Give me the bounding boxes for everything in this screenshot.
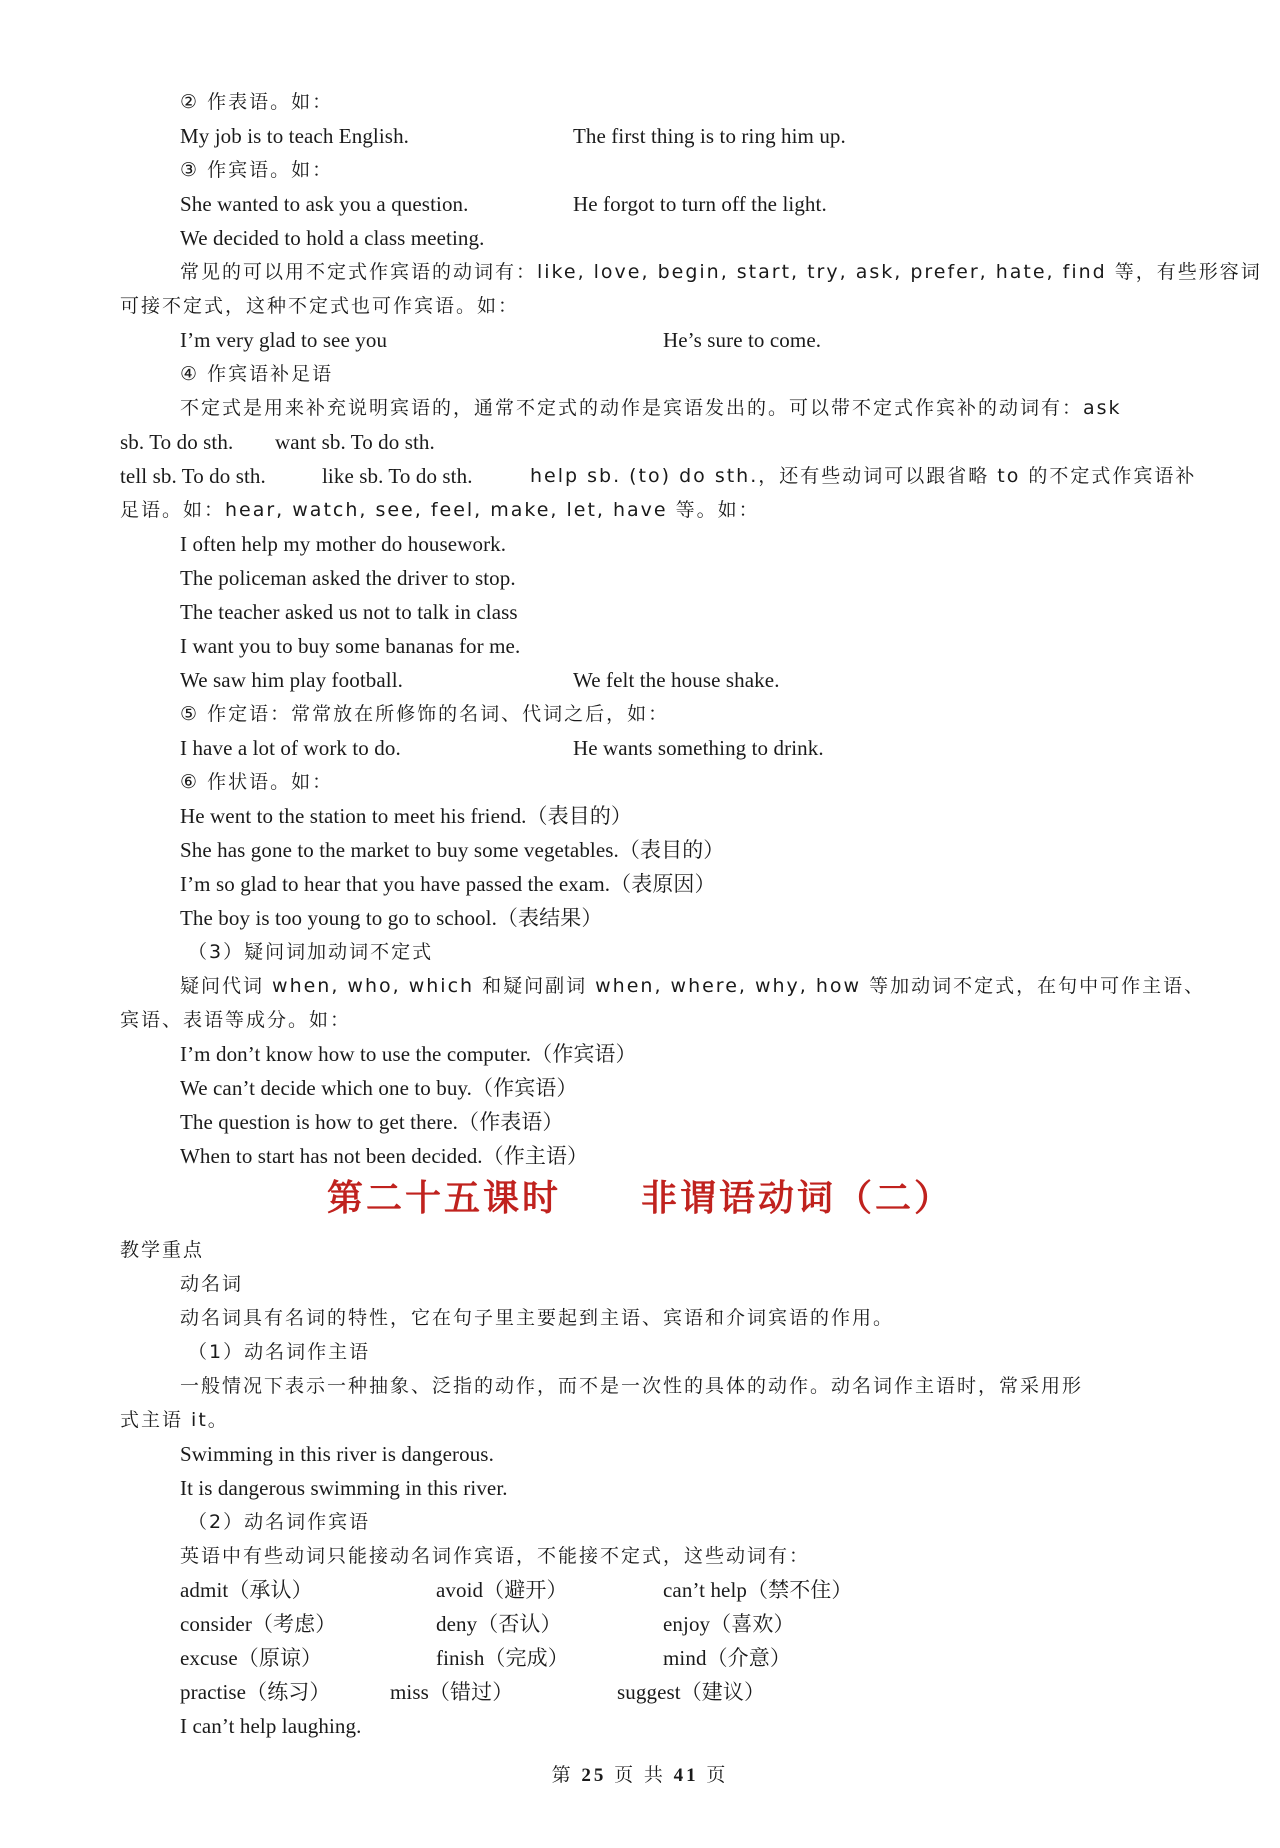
verb-item: can’t help（禁不住） bbox=[663, 1578, 853, 1602]
explanation-text: 常见的可以用不定式作宾语的动词有：like, love, begin, start, try, ask, prefer, hate, find 等，有些形容词 bbox=[180, 261, 1262, 283]
example-sentence: My job is to teach English. bbox=[180, 124, 410, 148]
verb-pattern: like sb. To do sth. bbox=[322, 464, 473, 488]
example-sentence: The teacher asked us not to talk in class bbox=[180, 600, 518, 624]
verb-item: admit（承认） bbox=[180, 1578, 313, 1602]
heading-predicative: ② 作表语。如： bbox=[180, 91, 334, 113]
verb-pattern: help sb. (to) do sth.，还有些动词可以跟省略 to 的不定式作宾语补 bbox=[530, 465, 1197, 487]
verb-pattern: want sb. To do sth. bbox=[275, 430, 435, 454]
verb-item: practise（练习） bbox=[180, 1680, 331, 1704]
page-total: 41 bbox=[673, 1765, 699, 1786]
example-sentence: The boy is too young to go to school.（表结果） bbox=[180, 906, 603, 930]
section-label: 教学重点 bbox=[120, 1239, 205, 1261]
example-sentence: We saw him play football. bbox=[180, 668, 404, 692]
lesson-topic: 非谓语动词（二） bbox=[641, 1177, 954, 1219]
heading-object: ③ 作宾语。如： bbox=[180, 159, 334, 181]
example-sentence: I’m so glad to hear that you have passed the exam.（表原因） bbox=[180, 872, 716, 896]
explanation-text: 式主语 it。 bbox=[120, 1409, 229, 1431]
lesson-number: 第二十五课时 bbox=[326, 1177, 561, 1219]
verb-item: consider（考虑） bbox=[180, 1612, 337, 1636]
verb-item: miss（错过） bbox=[390, 1680, 514, 1704]
example-sentence: I have a lot of work to do. bbox=[180, 736, 401, 760]
heading-wh-infinitive: （3）疑问词加动词不定式 bbox=[188, 941, 434, 963]
example-sentence: We can’t decide which one to buy.（作宾语） bbox=[180, 1076, 578, 1100]
example-sentence: She wanted to ask you a question. bbox=[180, 192, 469, 216]
verb-item: enjoy（喜欢） bbox=[663, 1612, 795, 1636]
example-sentence: We decided to hold a class meeting. bbox=[180, 226, 485, 250]
explanation-text: 宾语、表语等成分。如： bbox=[120, 1009, 352, 1031]
example-sentence: He went to the station to meet his friend.（表目的） bbox=[180, 804, 633, 828]
example-sentence: He’s sure to come. bbox=[663, 328, 822, 352]
example-sentence: I want you to buy some bananas for me. bbox=[180, 634, 521, 658]
example-sentence: He forgot to turn off the light. bbox=[573, 192, 827, 216]
explanation-text: 一般情况下表示一种抽象、泛指的动作，而不是一次性的具体的动作。动名词作主语时，常采用形 bbox=[180, 1375, 1084, 1397]
lesson-title bbox=[0, 1170, 1280, 1230]
heading-attribute: ⑤ 作定语：常常放在所修饰的名词、代词之后，如： bbox=[180, 703, 670, 725]
section-subtitle: 动名词 bbox=[180, 1273, 244, 1295]
example-sentence: The question is how to get there.（作表语） bbox=[180, 1110, 564, 1134]
verb-item: deny（否认） bbox=[436, 1612, 562, 1636]
example-sentence: I’m very glad to see you bbox=[180, 328, 388, 352]
example-sentence: I’m don’t know how to use the computer.（作宾语） bbox=[180, 1042, 637, 1066]
explanation-text: 可接不定式，这种不定式也可作宾语。如： bbox=[120, 295, 520, 317]
heading-object-complement: ④ 作宾语补足语 bbox=[180, 363, 334, 385]
example-sentence: The first thing is to ring him up. bbox=[573, 124, 846, 148]
explanation-text: 动名词具有名词的特性，它在句子里主要起到主语、宾语和介词宾语的作用。 bbox=[180, 1307, 895, 1329]
verb-item: mind（介意） bbox=[663, 1646, 791, 1670]
example-sentence: The policeman asked the driver to stop. bbox=[180, 566, 516, 590]
explanation-text: 英语中有些动词只能接动名词作宾语，不能接不定式，这些动词有： bbox=[180, 1545, 811, 1567]
page-number: 25 bbox=[581, 1765, 607, 1786]
example-sentence: Swimming in this river is dangerous. bbox=[180, 1442, 494, 1466]
verb-item: avoid（避开） bbox=[436, 1578, 568, 1602]
example-sentence: He wants something to drink. bbox=[573, 736, 824, 760]
example-sentence: I can’t help laughing. bbox=[180, 1714, 362, 1738]
example-sentence: It is dangerous swimming in this river. bbox=[180, 1476, 508, 1500]
heading-gerund-subject: （1）动名词作主语 bbox=[188, 1341, 371, 1363]
verb-pattern: sb. To do sth. bbox=[120, 430, 234, 454]
example-sentence: When to start has not been decided.（作主语） bbox=[180, 1144, 589, 1168]
footer-middle: 页 共 bbox=[614, 1765, 666, 1786]
page-footer bbox=[0, 1760, 1280, 1787]
verb-item: suggest（建议） bbox=[617, 1680, 766, 1704]
verb-item: finish（完成） bbox=[436, 1646, 569, 1670]
verb-item: excuse（原谅） bbox=[180, 1646, 323, 1670]
example-sentence: She has gone to the market to buy some vegetables.（表目的） bbox=[180, 838, 725, 862]
footer-suffix: 页 bbox=[706, 1765, 729, 1786]
heading-adverbial: ⑥ 作状语。如： bbox=[180, 771, 334, 793]
heading-gerund-object: （2）动名词作宾语 bbox=[188, 1511, 371, 1533]
example-sentence: We felt the house shake. bbox=[573, 668, 780, 692]
explanation-text: 足语。如：hear, watch, see, feel, make, let, have 等。如： bbox=[120, 499, 760, 521]
explanation-text: 不定式是用来补充说明宾语的，通常不定式的动作是宾语发出的。可以带不定式作宾补的动词有：ask bbox=[180, 397, 1122, 419]
footer-prefix: 第 bbox=[551, 1765, 574, 1786]
verb-pattern: tell sb. To do sth. bbox=[120, 464, 266, 488]
example-sentence: I often help my mother do housework. bbox=[180, 532, 507, 556]
explanation-text: 疑问代词 when, who, which 和疑问副词 when, where, why, how 等加动词不定式，在句中可作主语、 bbox=[180, 975, 1206, 997]
